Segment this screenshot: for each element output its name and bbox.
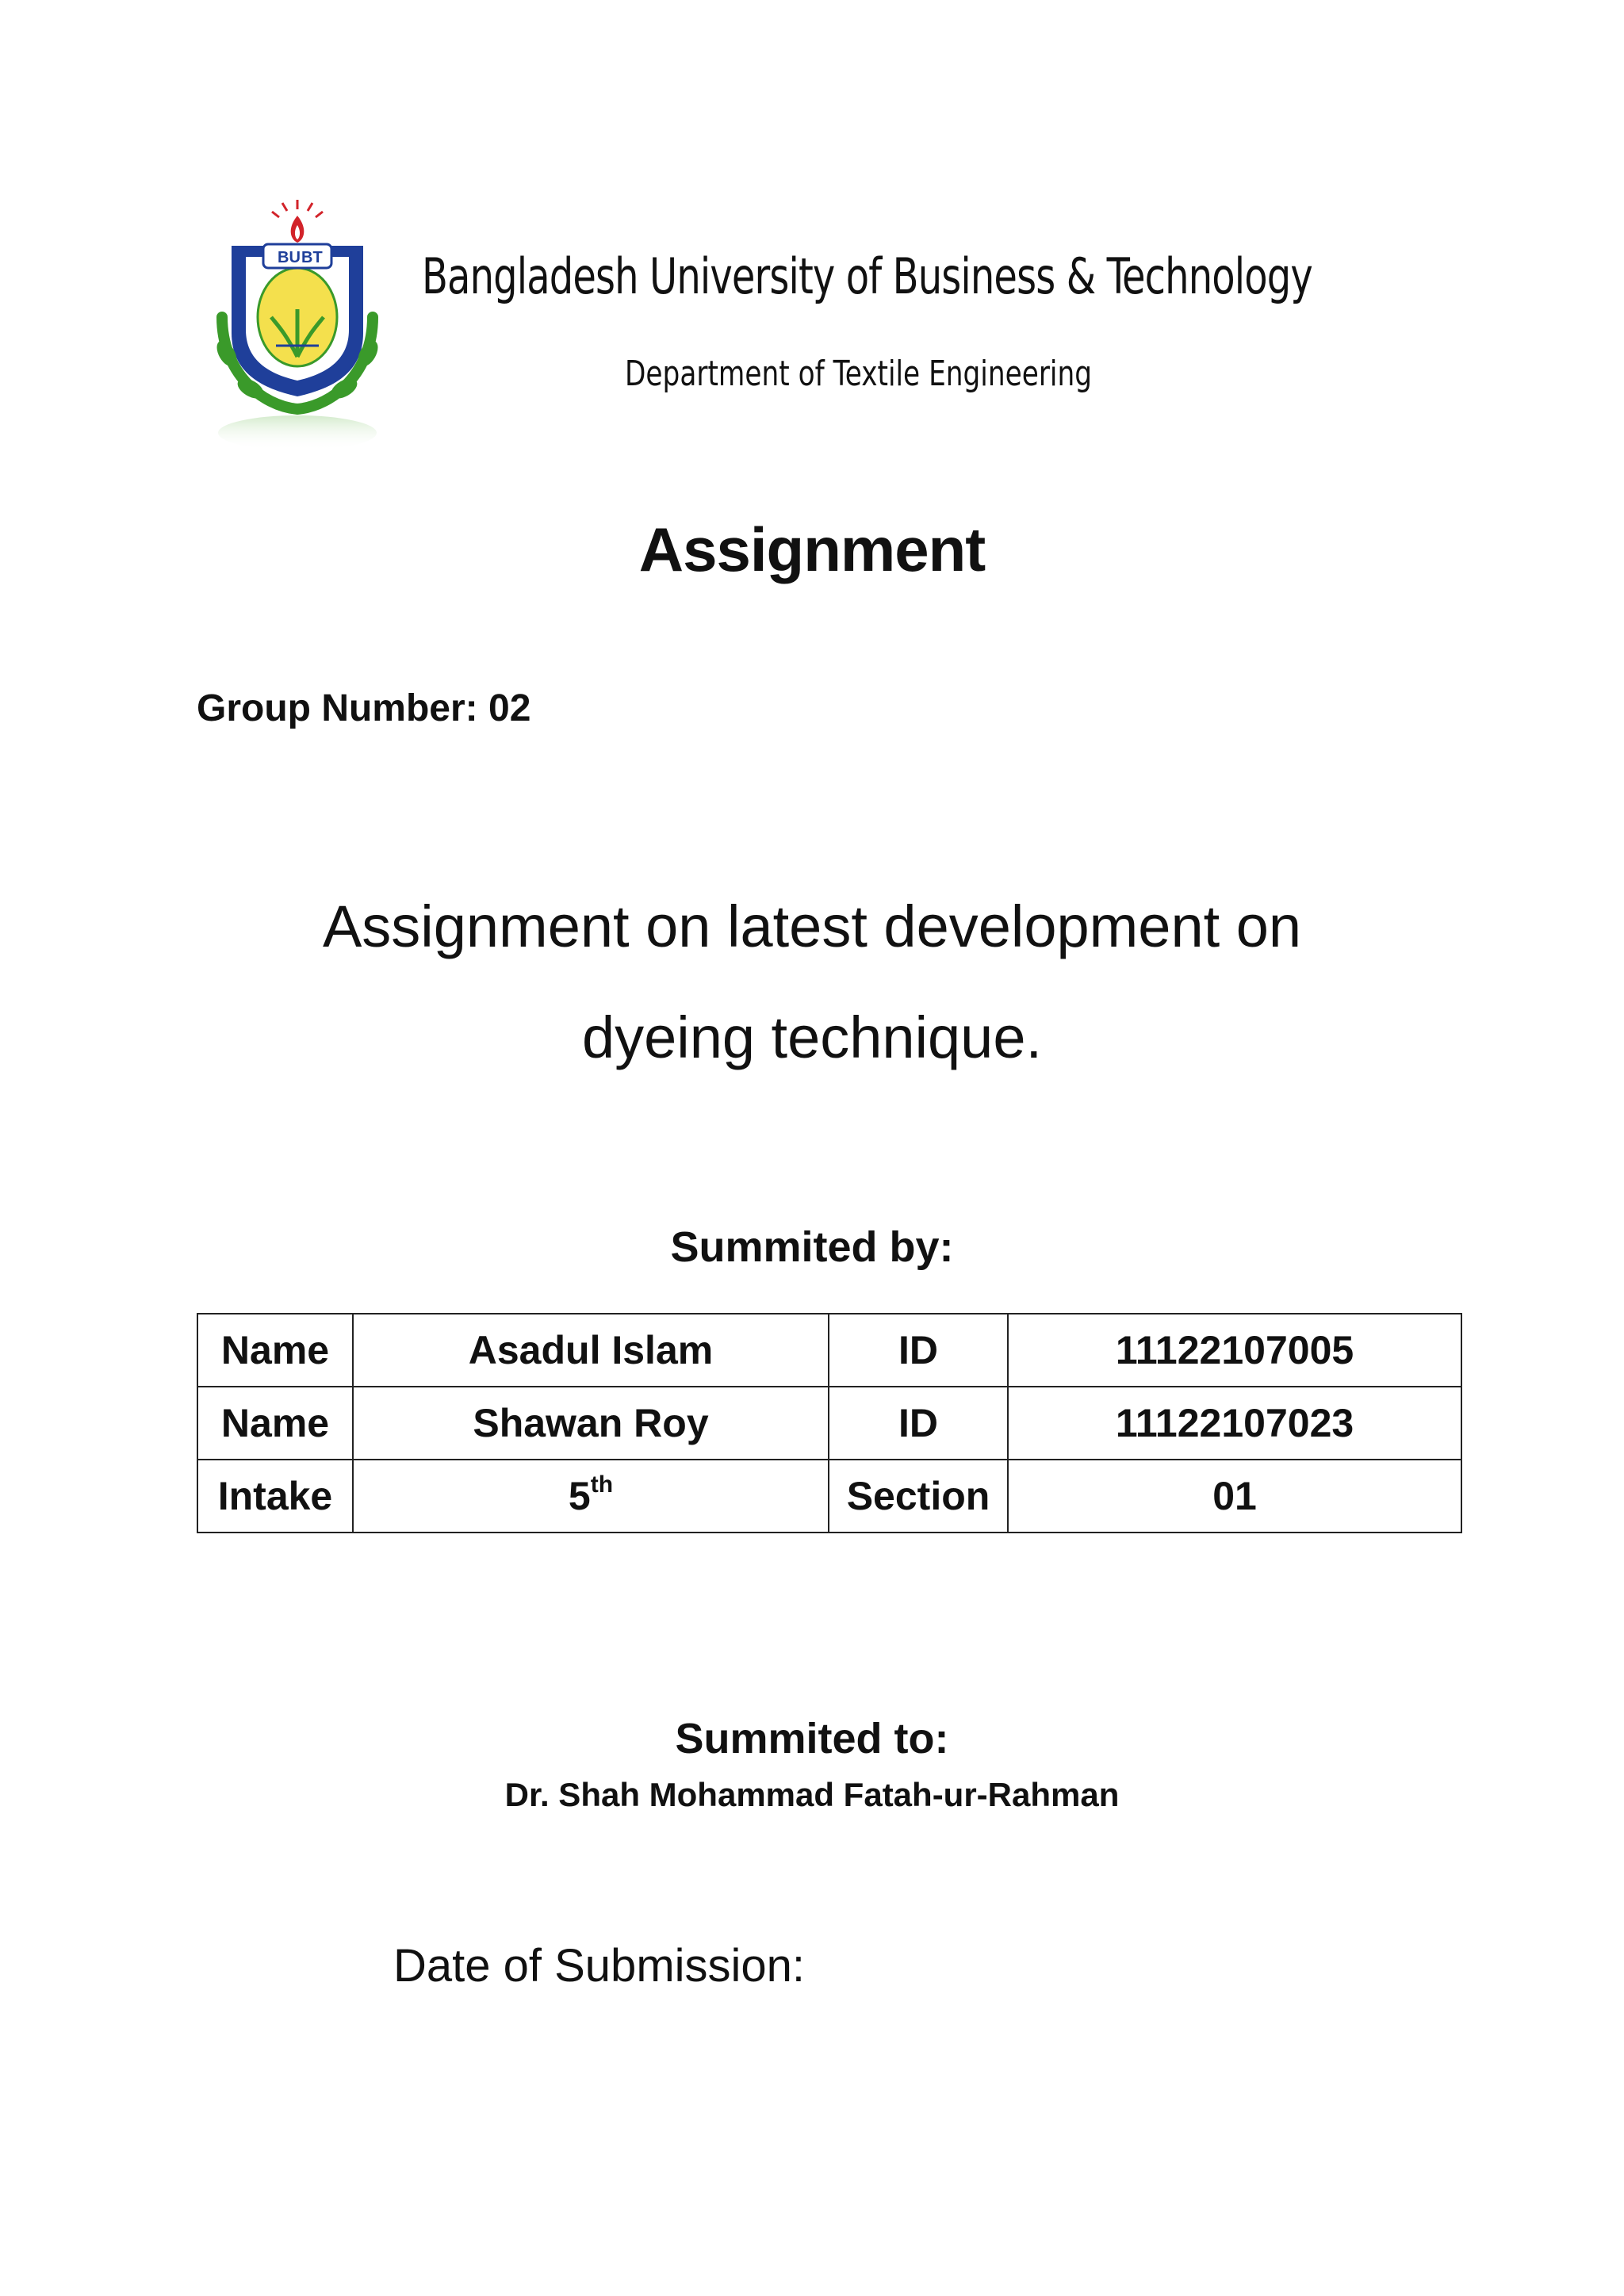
page-title: Assignment xyxy=(638,515,986,584)
intake-ordinal-suffix: th xyxy=(590,1471,614,1498)
table-cell-label: ID xyxy=(829,1387,1008,1460)
table-cell-value: 11122107005 xyxy=(1008,1314,1461,1387)
table-cell-value: 01 xyxy=(1008,1460,1461,1533)
assignment-topic-line-2: dyeing technique. xyxy=(581,1004,1043,1070)
table-cell-label: Name xyxy=(197,1314,353,1387)
assignment-topic-line-1: Assignment on latest development on xyxy=(322,894,1302,959)
university-name: Bangladesh University of Business & Technology xyxy=(422,247,1312,305)
table-row xyxy=(197,1387,1461,1460)
table-cell-label: Section xyxy=(829,1460,1008,1533)
table-cell-value: Shawan Roy xyxy=(353,1387,829,1460)
intake-number: 5 xyxy=(568,1474,591,1518)
table-cell-value: 11122107023 xyxy=(1008,1387,1461,1460)
table-cell-label: ID xyxy=(829,1314,1008,1387)
submitted-by-label: Summited by: xyxy=(670,1223,954,1271)
svg-text:BT: BT xyxy=(301,249,323,266)
table-row xyxy=(197,1460,1461,1533)
table-cell-label: Name xyxy=(197,1387,353,1460)
group-number: Group Number: 02 xyxy=(197,687,531,729)
table-cell-label: Intake xyxy=(197,1460,353,1533)
table-cell-value: Asadul Islam xyxy=(353,1314,829,1387)
department-name: Department of Textile Engineering xyxy=(625,354,1093,394)
submitted-to-label: Summited to: xyxy=(675,1715,949,1762)
supervisor-name: Dr. Shah Mohammad Fatah-ur-Rahman xyxy=(504,1776,1120,1813)
svg-text:BU: BU xyxy=(278,249,301,266)
table-cell-value xyxy=(353,1460,829,1533)
date-of-submission-label: Date of Submission: xyxy=(393,1940,806,1992)
student-info-table xyxy=(197,1313,1462,1533)
table-row xyxy=(197,1314,1461,1387)
university-logo-icon xyxy=(198,198,396,452)
